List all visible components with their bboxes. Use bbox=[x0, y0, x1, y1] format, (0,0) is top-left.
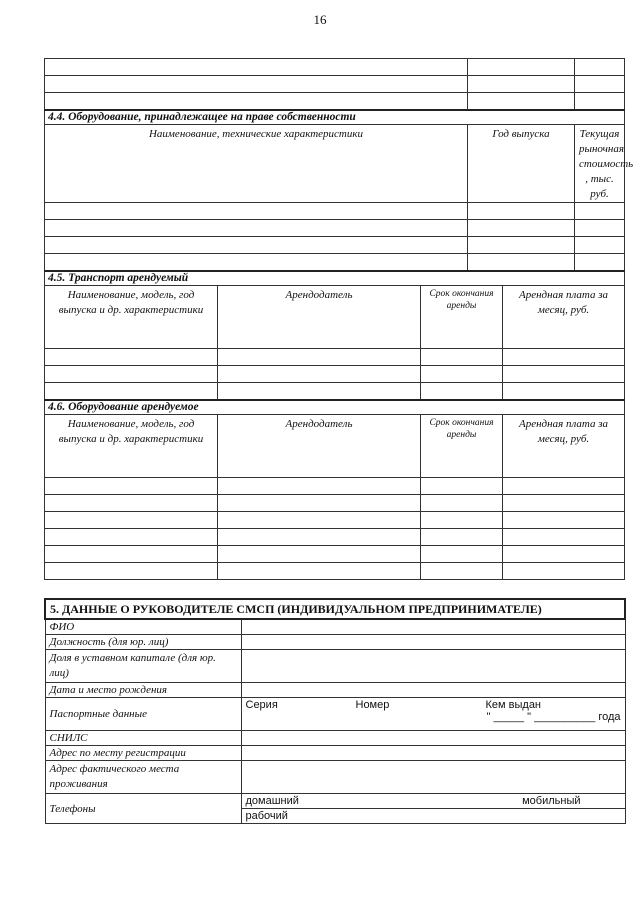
section-5-table bbox=[44, 598, 626, 824]
table-row bbox=[45, 563, 625, 580]
snils-field[interactable] bbox=[241, 731, 625, 746]
label-phones: Телефоны bbox=[45, 794, 241, 824]
col-header-name: Наименование, технические характеристики bbox=[45, 125, 468, 203]
col-header-lessor: Арендодатель bbox=[218, 415, 421, 478]
table-row bbox=[45, 220, 625, 237]
table-row bbox=[45, 349, 625, 366]
label-snils: СНИЛС bbox=[45, 731, 241, 746]
passport-issued-label: Кем выдан bbox=[485, 699, 542, 711]
label-actual-address: Адрес фактического места проживания bbox=[45, 761, 241, 794]
table-row bbox=[45, 254, 625, 272]
share-field[interactable] bbox=[241, 650, 625, 683]
label-position: Должность (для юр. лиц) bbox=[45, 635, 241, 650]
table-row bbox=[45, 237, 625, 254]
section-4-5-title: 4.5. Транспорт арендуемый bbox=[45, 271, 625, 286]
phone-home-mobile-field[interactable] bbox=[241, 794, 625, 809]
reg-address-field[interactable] bbox=[241, 746, 625, 761]
table-row bbox=[45, 529, 625, 546]
birth-field[interactable] bbox=[241, 683, 625, 698]
table-row bbox=[45, 93, 625, 111]
phone-mobile-label: мобильный bbox=[522, 795, 581, 807]
label-birth: Дата и место рождения bbox=[45, 683, 241, 698]
col-header-term: Срок окончания аренды bbox=[421, 286, 503, 349]
table-row bbox=[45, 495, 625, 512]
table-row bbox=[45, 366, 625, 383]
section-4-6-title: 4.6. Оборудование арендуемое bbox=[45, 400, 625, 415]
phone-work-label: рабочий bbox=[245, 810, 288, 822]
table-row bbox=[45, 478, 625, 495]
fio-field[interactable] bbox=[241, 619, 625, 635]
col-header-year: Год выпуска bbox=[468, 125, 575, 203]
table-row bbox=[45, 512, 625, 529]
col-header-lessor: Арендодатель bbox=[218, 286, 421, 349]
page-number: 16 bbox=[313, 12, 327, 27]
label-reg-address: Адрес по месту регистрации bbox=[45, 746, 241, 761]
col-header-name: Наименование, модель, год выпуска и др. характеристики bbox=[45, 286, 218, 349]
table-row bbox=[45, 546, 625, 563]
col-header-value: Текущая рыночная стоимость , тыс. руб. bbox=[575, 125, 625, 203]
section-5-title: 5. ДАННЫЕ О РУКОВОДИТЕЛЕ СМСП (ИНДИВИДУАЛЬНОМ ПРЕДПРИНИМАТЕЛЕ) bbox=[45, 599, 625, 619]
table-row bbox=[45, 59, 625, 76]
label-passport: Паспортные данные bbox=[45, 698, 241, 731]
actual-address-field[interactable] bbox=[241, 761, 625, 794]
section-4-4-title: 4.4. Оборудование, принадлежащее на праве собственности bbox=[45, 110, 625, 125]
passport-field[interactable] bbox=[241, 698, 625, 731]
table-row bbox=[45, 383, 625, 401]
col-header-term: Срок окончания аренды bbox=[421, 415, 503, 478]
table-row bbox=[45, 76, 625, 93]
passport-number-label: Номер bbox=[355, 699, 390, 711]
col-header-name: Наименование, модель, год выпуска и др. характеристики bbox=[45, 415, 218, 478]
phone-work-field[interactable] bbox=[241, 809, 625, 824]
passport-series-label: Серия bbox=[245, 699, 278, 711]
position-field[interactable] bbox=[241, 635, 625, 650]
col-header-rent: Арендная плата за месяц, руб. bbox=[503, 286, 625, 349]
sections-4-table bbox=[44, 58, 634, 580]
phone-home-label: домашний bbox=[245, 795, 299, 807]
table-row bbox=[45, 203, 625, 220]
label-fio: ФИО bbox=[45, 619, 241, 635]
label-share: Доля в уставном капитале (для юр. лиц) bbox=[45, 650, 241, 683]
col-header-rent: Арендная плата за месяц, руб. bbox=[503, 415, 625, 478]
passport-date-line: " _____ " __________ года bbox=[486, 711, 621, 723]
